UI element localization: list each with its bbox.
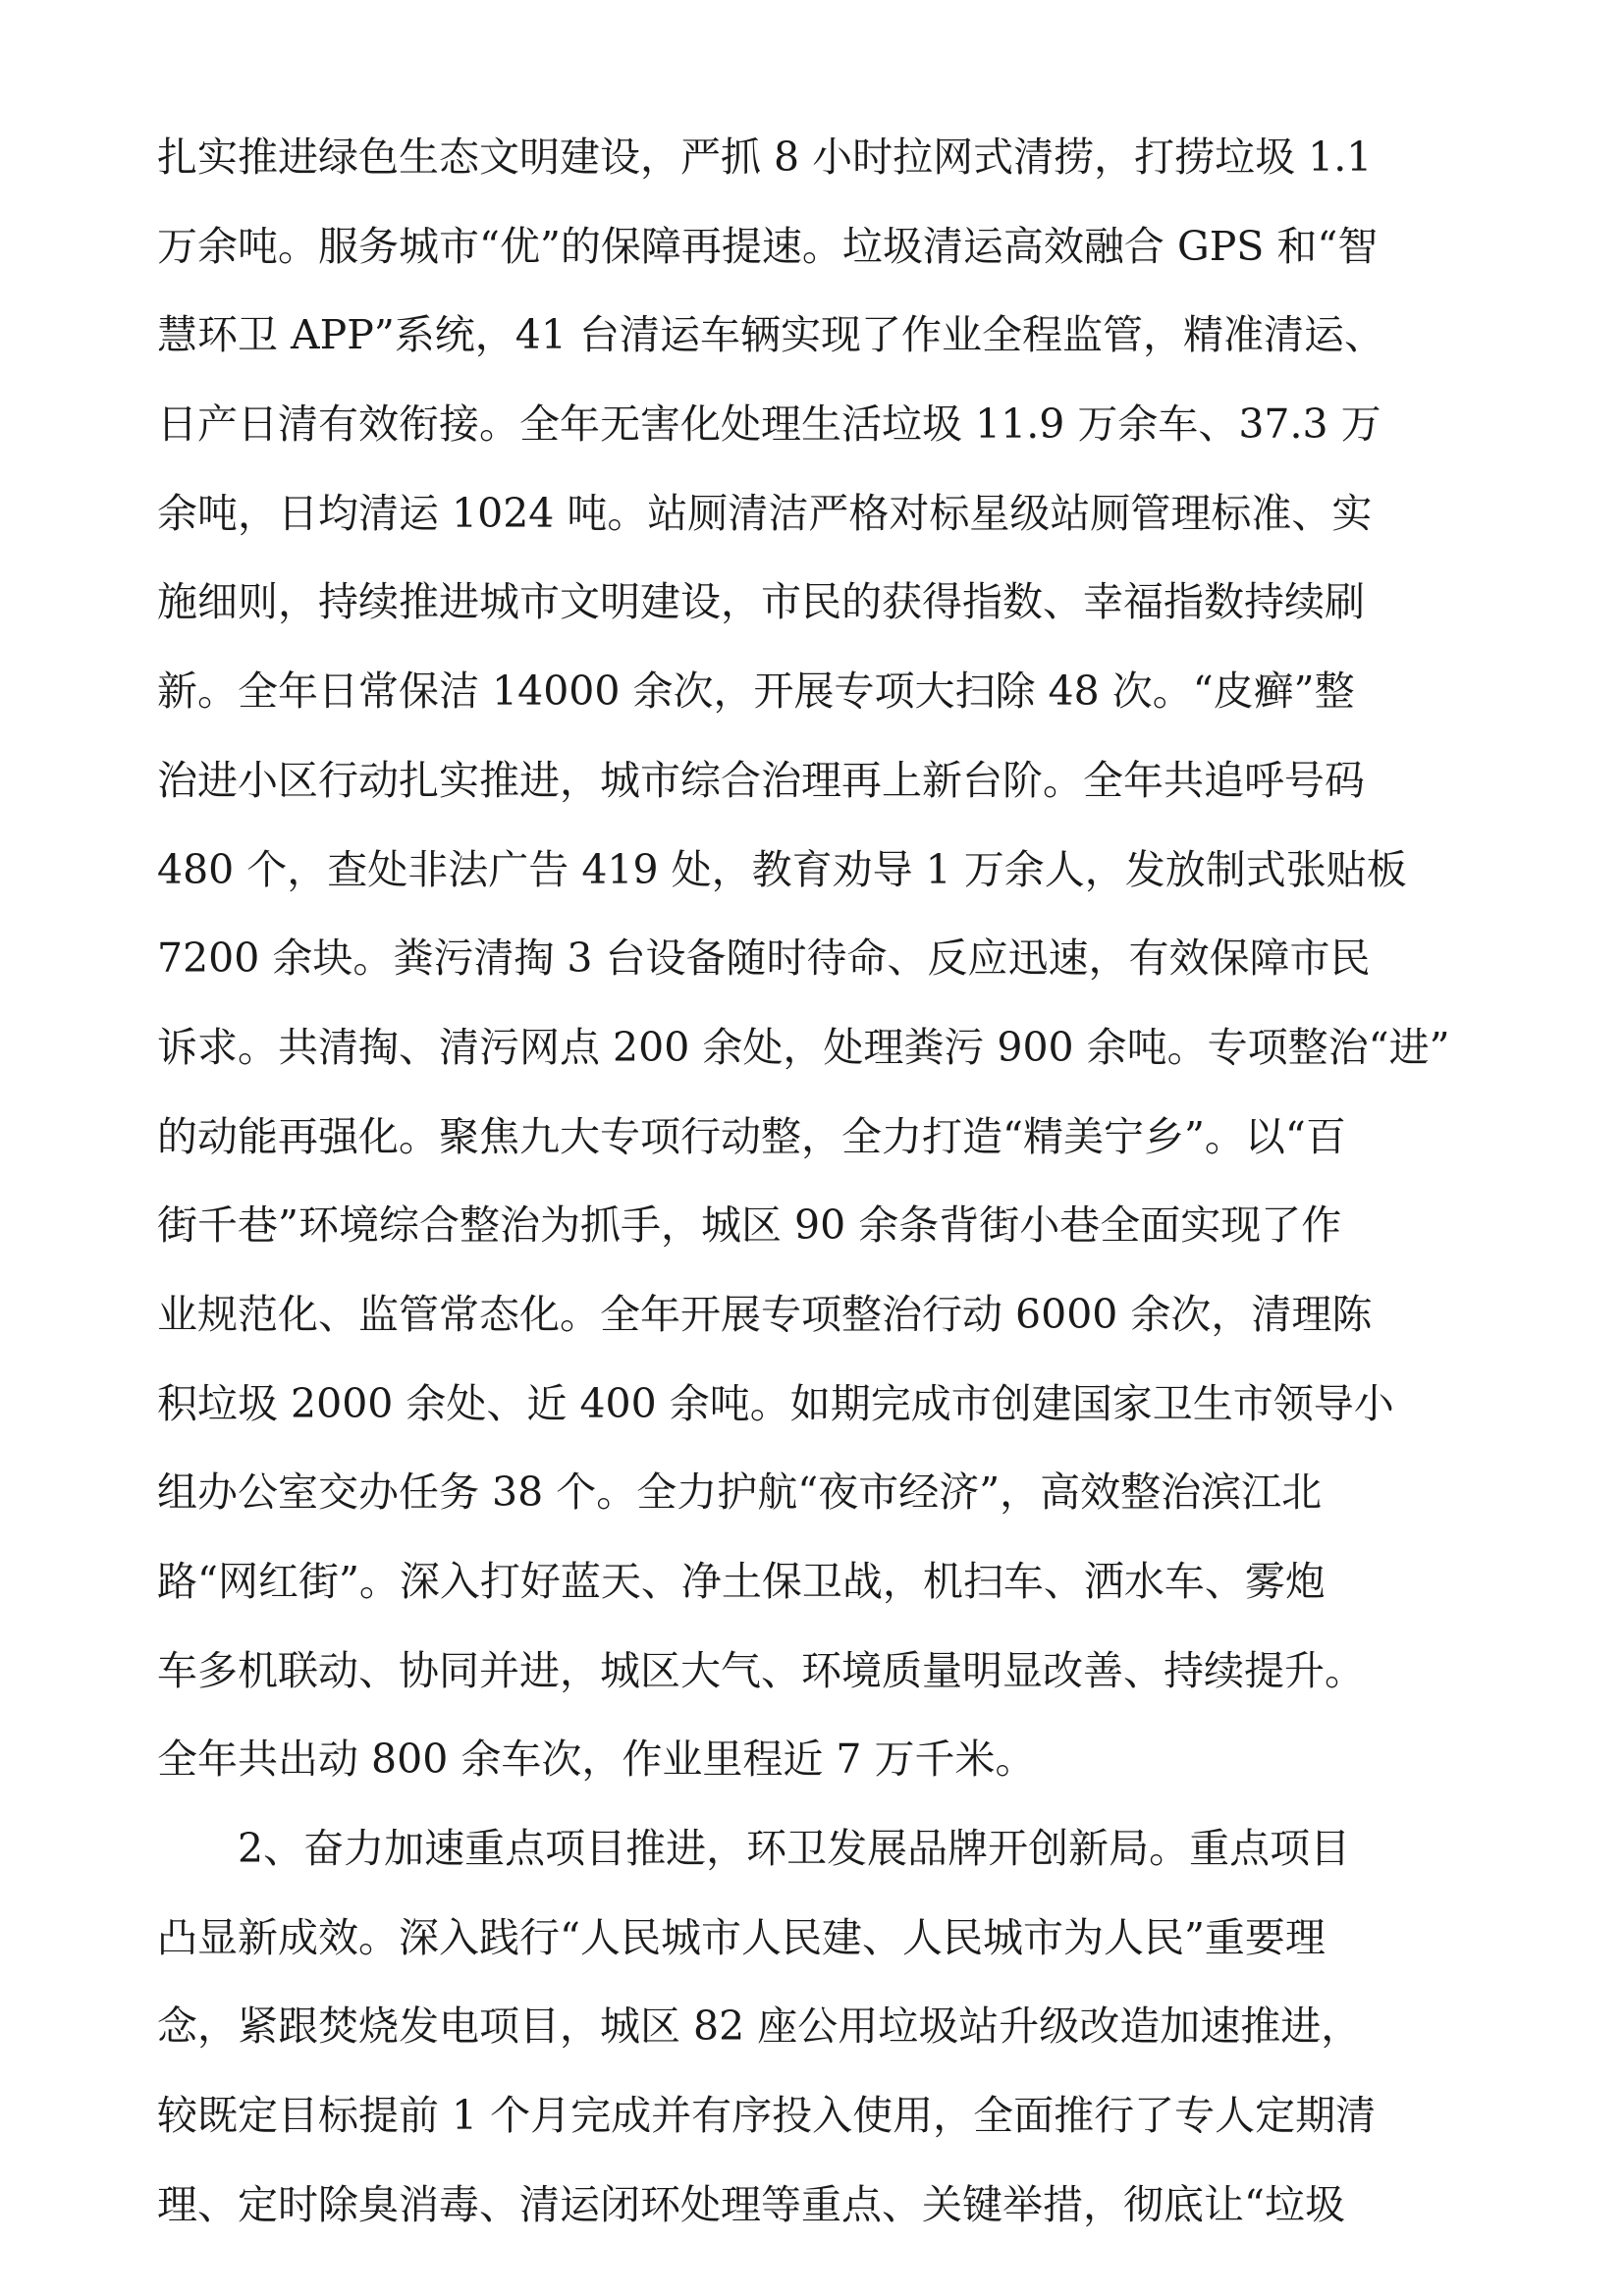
- text-line: 理、定时除臭消毒、清运闭环处理等重点、关键举措，彻底让“垃圾: [157, 2180, 1345, 2228]
- text-line: 全年共出动 800 余车次，作业里程近 7 万千米。: [157, 1735, 1036, 1784]
- text-line: 施细则，持续推进城市文明建设，市民的获得指数、幸福指数持续刷: [157, 578, 1365, 626]
- text-line: 治进小区行动扎实推进，城市综合治理再上新台阶。全年共追呼号码: [157, 756, 1365, 804]
- text-line: 凸显新成效。深入践行“人民城市人民建、人民城市为人民”重要理: [157, 1913, 1326, 1961]
- text-line: 2、奋力加速重点项目推进，环卫发展品牌开创新局。重点项目: [238, 1825, 1351, 1873]
- text-line: 7200 余块。粪污清掏 3 台设备随时待命、反应迅速，有效保障市民: [157, 934, 1371, 983]
- text-line: 扎实推进绿色生态文明建设，严抓 8 小时拉网式清捞，打捞垃圾 1.1: [157, 133, 1373, 181]
- text-line: 较既定目标提前 1 个月完成并有序投入使用，全面推行了专人定期清: [157, 2092, 1377, 2140]
- text-line: 余吨，日均清运 1024 吨。站厕清洁严格对标星级站厕管理标准、实: [157, 489, 1373, 537]
- document-body: [157, 113, 1473, 2250]
- paragraph-1: [157, 113, 1473, 1804]
- text-line: 积垃圾 2000 余处、近 400 余吨。如期完成市创建国家卫生市领导小: [157, 1379, 1394, 1427]
- text-line: 路“网红街”。深入打好蓝天、净土保卫战，机扫车、洒水车、雾炮: [157, 1558, 1326, 1605]
- text-line: 念，紧跟焚烧发电项目，城区 82 座公用垃圾站升级改造加速推进，: [157, 2002, 1362, 2051]
- text-line: 日产日清有效衔接。全年无害化处理生活垃圾 11.9 万余车、37.3 万: [157, 400, 1381, 449]
- text-line: 诉求。共清掏、清污网点 200 余处，处理粪污 900 余吨。专项整治“进”: [157, 1023, 1450, 1071]
- text-line: 业规范化、监管常态化。全年开展专项整治行动 6000 余次，清理陈: [157, 1290, 1373, 1338]
- text-line: 慧环卫 APP”系统，41 台清运车辆实现了作业全程监管，精准清运、: [157, 311, 1384, 359]
- text-line: 480 个，查处非法广告 419 处，教育劝导 1 万余人，发放制式张贴板: [157, 845, 1407, 893]
- text-line: 组办公室交办任务 38 个。全力护航“夜市经济”，高效整治滨江北: [157, 1468, 1323, 1517]
- paragraph-2: [157, 1804, 1473, 2249]
- text-line: 的动能再强化。聚焦九大专项行动整，全力打造“精美宁乡”。以“百: [157, 1112, 1346, 1160]
- text-line: 万余吨。服务城市“优”的保障再提速。垃圾清运高效融合 GPS 和“智: [157, 222, 1379, 270]
- text-line: 新。全年日常保洁 14000 余次，开展专项大扫除 48 次。“皮癣”整: [157, 667, 1355, 716]
- text-line: 街千巷”环境综合整治为抓手，城区 90 余条背街小巷全面实现了作: [157, 1201, 1342, 1250]
- text-line: 车多机联动、协同并进，城区大气、环境质量明显改善、持续提升。: [157, 1646, 1365, 1694]
